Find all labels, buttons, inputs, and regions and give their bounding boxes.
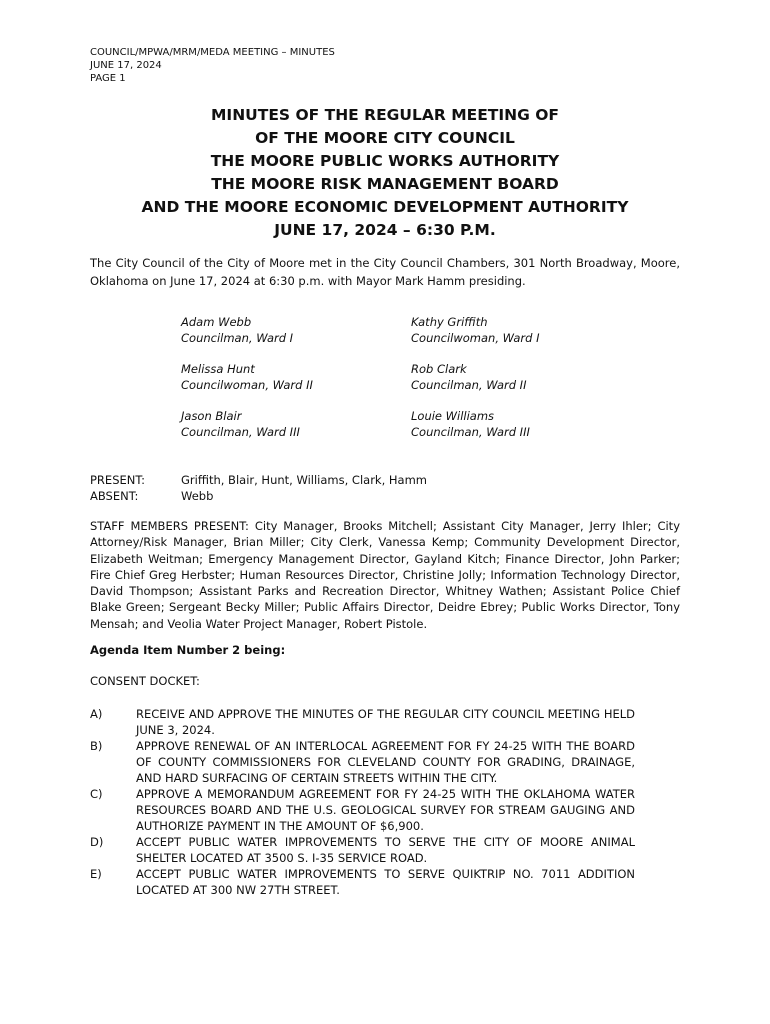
list-item: [90, 866, 635, 898]
member-name: Louie Williams: [411, 409, 495, 423]
member-title: Councilman, Ward I: [181, 331, 294, 345]
member-title: Councilwoman, Ward I: [411, 331, 540, 345]
list-item: [90, 786, 635, 834]
council-member: [181, 361, 411, 393]
header-page-line: PAGE 1: [90, 73, 126, 84]
absent-row: [90, 488, 427, 504]
list-item: [90, 706, 635, 738]
header-date-line: JUNE 17, 2024: [90, 60, 162, 71]
member-title: Councilman, Ward II: [411, 378, 527, 392]
title-line: THE MOORE PUBLIC WORKS AUTHORITY: [210, 152, 560, 170]
item-letter: A): [90, 707, 103, 721]
council-member: [411, 314, 641, 346]
title-line: THE MOORE RISK MANAGEMENT BOARD: [211, 175, 559, 193]
council-row: [181, 314, 641, 346]
attendance-block: [90, 472, 427, 504]
council-row: [181, 361, 641, 393]
page-header: [90, 46, 335, 85]
present-row: [90, 472, 427, 488]
member-name: Rob Clark: [411, 362, 467, 376]
item-text: APPROVE RENEWAL OF AN INTERLOCAL AGREEMENT FOR FY 24-25 WITH THE BOARD OF COUNTY COMMISSIONERS FOR CLEVELAND COUNTY FOR GRADING, DRAINAGE, AND HARD SURFACING OF CERTAIN STREETS WITHIN THE CITY.: [136, 739, 635, 785]
member-title: Councilwoman, Ward II: [181, 378, 313, 392]
document-title: [90, 104, 680, 242]
item-letter: E): [90, 867, 102, 881]
council-member: [411, 361, 641, 393]
item-letter: D): [90, 835, 104, 849]
title-line: AND THE MOORE ECONOMIC DEVELOPMENT AUTHORITY: [141, 198, 629, 216]
absent-label: ABSENT:: [90, 489, 139, 503]
title-line: OF THE MOORE CITY COUNCIL: [255, 129, 515, 147]
item-letter: B): [90, 739, 103, 753]
council-member: [181, 314, 411, 346]
item-text: ACCEPT PUBLIC WATER IMPROVEMENTS TO SERVE THE CITY OF MOORE ANIMAL SHELTER LOCATED AT 3500 S. I-35 SERVICE ROAD.: [136, 835, 635, 865]
header-meeting-line: COUNCIL/MPWA/MRM/MEDA MEETING – MINUTES: [90, 47, 335, 58]
item-text: APPROVE A MEMORANDUM AGREEMENT FOR FY 24-25 WITH THE OKLAHOMA WATER RESOURCES BOARD AND THE U.S. GEOLOGICAL SURVEY FOR STREAM GAUGING AND AUTHORIZE PAYMENT IN THE AMOUNT OF $6,900.: [136, 787, 635, 833]
council-row: [181, 408, 641, 440]
member-name: Jason Blair: [181, 409, 242, 423]
list-item: [90, 738, 635, 786]
member-name: Kathy Griffith: [411, 315, 488, 329]
item-text: ACCEPT PUBLIC WATER IMPROVEMENTS TO SERVE QUIKTRIP NO. 7011 ADDITION LOCATED AT 300 NW 27TH STREET.: [136, 867, 635, 897]
intro-paragraph: The City Council of the City of Moore met in the City Council Chambers, 301 North Broadway, Moore, Oklahoma on June 17, 2024 at 6:30 p.m. with Mayor Mark Hamm presiding.: [90, 256, 680, 288]
member-name: Adam Webb: [181, 315, 252, 329]
list-item: [90, 834, 635, 866]
item-text: RECEIVE AND APPROVE THE MINUTES OF THE REGULAR CITY COUNCIL MEETING HELD JUNE 3, 2024.: [136, 707, 635, 737]
title-line: JUNE 17, 2024 – 6:30 P.M.: [274, 221, 496, 239]
agenda-item-heading: Agenda Item Number 2 being:: [90, 643, 286, 657]
member-title: Councilman, Ward III: [181, 425, 300, 439]
absent-value: Webb: [181, 489, 214, 503]
present-value: Griffith, Blair, Hunt, Williams, Clark, Hamm: [181, 473, 427, 487]
council-member: [181, 408, 411, 440]
staff-paragraph: STAFF MEMBERS PRESENT: City Manager, Brooks Mitchell; Assistant City Manager, Jerry Ihler; City Attorney/Risk Manager, Brian Miller; City Clerk, Vanessa Kemp; Community Development Director, Elizabeth Weitman; Emergency Management Director, Gayland Kitch; Finance Director, John Parker; Fire Chief Greg Herbster; Human Resources Director, Christine Jolly; Information Technology Director, David Thompson; Assistant Parks and Recreation Director, Whitney Wathen; Assistant Police Chief Blake Green; Sergeant Becky Miller; Public Affairs Director, Deidre Ebrey; Public Works Director, Tony Mensah; and Veolia Water Project Manager, Robert Pistole.: [90, 519, 680, 631]
present-label: PRESENT:: [90, 473, 145, 487]
council-roster: [181, 314, 641, 455]
council-member: [411, 408, 641, 440]
member-name: Melissa Hunt: [181, 362, 255, 376]
member-title: Councilman, Ward III: [411, 425, 530, 439]
consent-items-list: [90, 706, 635, 898]
consent-docket-heading: CONSENT DOCKET:: [90, 674, 200, 688]
title-line: MINUTES OF THE REGULAR MEETING OF: [211, 106, 559, 124]
item-letter: C): [90, 787, 103, 801]
